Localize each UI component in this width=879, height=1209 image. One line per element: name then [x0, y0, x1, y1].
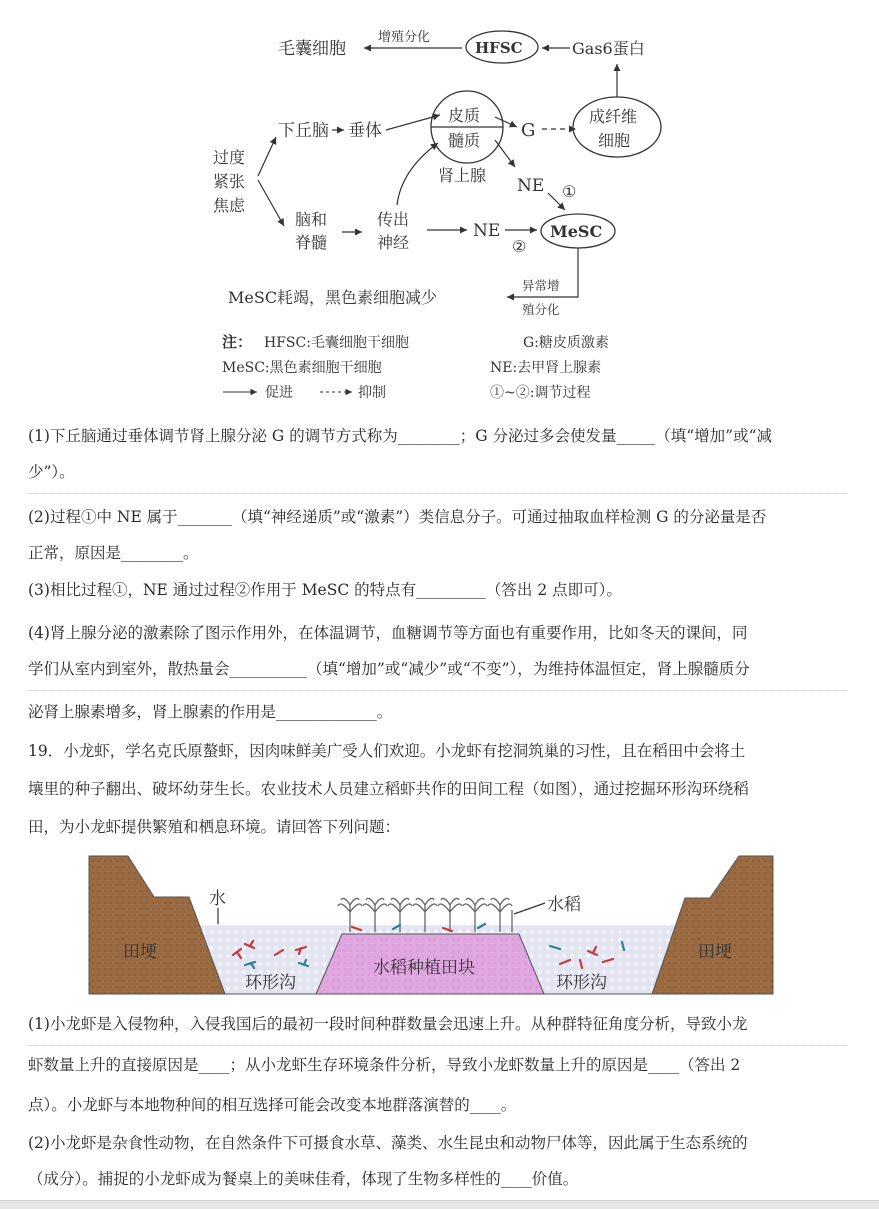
abnormal-label-2: 殖分化	[522, 302, 560, 317]
ditch-left-label: 环形沟	[245, 973, 296, 993]
q18-1-line1: (1)下丘脑通过垂体调节肾上腺分泌 G 的调节方式称为________；G 分泌过多会使发量_____（填“增加”或“减	[28, 427, 773, 445]
q18-4-line3: 泌肾上腺素增多，肾上腺素的作用是_____________。	[28, 703, 393, 721]
q18-3-line1: (3)相比过程①，NE 通过过程②作用于 MeSC 的特点有_________（答出 2 点即可）。	[28, 581, 622, 599]
q19-2-line2: （成分）。捕捉的小龙虾成为餐桌上的美味佳肴，体现了生物多样性的____价值。	[28, 1170, 579, 1188]
note-process: ①~②:调节过程	[490, 385, 591, 401]
separator	[28, 690, 848, 691]
notes-prefix: 注：	[222, 333, 253, 351]
note-mesc: MeSC:黑色素细胞干细胞	[222, 360, 382, 376]
ridge-right-label: 田埂	[698, 942, 732, 962]
q18-4-line2: 学们从室内到室外，散热量会__________（填“增加”或“减少”或“不变”），为维持体温恒定，肾上腺髓质分	[28, 660, 750, 678]
q18-4-line1: (4)肾上腺分泌的激素除了图示作用外，在体温调节，血糖调节等方面也有重要作用，比如冬天的课间，同	[28, 624, 748, 642]
q18-2-line1: (2)过程①中 NE 属于_______（填“神经递质”或“激素”）类信息分子。可通过抽取血样检测 G 的分泌量是否	[28, 508, 767, 526]
efferent-nerve-label-2: 神经	[377, 233, 410, 252]
separator	[28, 493, 848, 494]
ne-mid-node: NE	[473, 221, 501, 241]
cortex-label: 皮质	[448, 106, 481, 125]
pituitary-label: 垂体	[348, 121, 382, 141]
q19-1-line3: 点）。小龙虾与本地物种间的相互选择可能会改变本地群落演替的____。	[28, 1096, 517, 1114]
q19-2-line1: (2)小龙虾是杂食性动物，在自然条件下可摄食水草、藻类、水生昆虫和动物尸体等，因此属于生态系统的	[28, 1134, 748, 1152]
note-hfsc: HFSC:毛囊细胞干细胞	[264, 335, 409, 351]
stress-label-1: 过度	[213, 148, 246, 167]
note-ne: NE:去甲肾上腺素	[490, 360, 602, 376]
water-label: 水	[209, 889, 226, 909]
separator	[28, 1045, 848, 1046]
regulation-diagram	[0, 0, 879, 410]
legend-promote: 促进	[265, 385, 293, 401]
brain-spinal-label-2: 脊髓	[295, 233, 328, 252]
ne-top-node: NE	[517, 176, 545, 196]
stress-label-2: 紧张	[213, 172, 246, 191]
q18-2-line2: 正常，原因是________。	[28, 544, 199, 562]
brain-spinal-label-1: 脑和	[295, 210, 328, 229]
q19-intro-line1: 19．小龙虾，学名克氏原螯虾，因肉味鲜美广受人们欢迎。小龙虾有挖洞筑巢的习性，且在稻田中会将土	[28, 742, 746, 760]
q18-1-line2: 少”）。	[28, 463, 75, 481]
medulla-label: 髓质	[448, 131, 481, 150]
q19-1-line2: 虾数量上升的直接原因是____；从小龙虾生存环境条件分析，导致小龙虾数量上升的原因是____（答出 2	[28, 1056, 741, 1074]
abnormal-label-1: 异常增	[522, 278, 560, 293]
g-node: G	[521, 120, 536, 141]
q19-1-line1: (1)小龙虾是入侵物种，入侵我国后的最初一段时间种群数量会迅速上升。从种群特征角度分析，导致小龙	[28, 1015, 748, 1033]
hair-follicle-cell-label: 毛囊细胞	[278, 39, 346, 59]
q19-intro-line3: 田，为小龙虾提供繁殖和栖息环境。请回答下列问题：	[28, 818, 401, 836]
note-g: G:糖皮质激素	[523, 335, 609, 351]
fibroblast-label-1: 成纤维	[589, 107, 638, 126]
hfsc-node: HFSC	[475, 39, 523, 57]
ridge-left-label: 田埂	[123, 942, 157, 962]
ditch-right-label: 环形沟	[556, 973, 607, 993]
stress-label-3: 焦虑	[213, 196, 246, 215]
mesc-node: MeSC	[550, 222, 603, 241]
process-1-marker: ①	[562, 182, 577, 201]
fibroblast-label-2: 细胞	[598, 131, 631, 150]
hypothalamus-label: 下丘脑	[278, 121, 329, 141]
q19-intro-line2: 壤里的种子翻出、破坏幼芽生长。农业技术人员建立稻虾共作的田间工程（如图），通过挖掘环形沟环绕稻	[28, 780, 749, 798]
rice-shrimp-field-diagram	[0, 840, 879, 1010]
proliferate-label: 增殖分化	[378, 30, 431, 45]
adrenal-label: 肾上腺	[438, 166, 487, 185]
legend-inhibit: 抑制	[358, 385, 386, 401]
efferent-nerve-label-1: 传出	[377, 210, 410, 229]
rice-plot-label: 水稻种植田块	[373, 958, 475, 978]
process-2-marker: ②	[512, 237, 527, 256]
result-label: MeSC耗竭，黑色素细胞减少	[228, 288, 438, 307]
gas6-label: Gas6蛋白	[572, 39, 645, 58]
rice-label: 水稻	[547, 895, 581, 915]
